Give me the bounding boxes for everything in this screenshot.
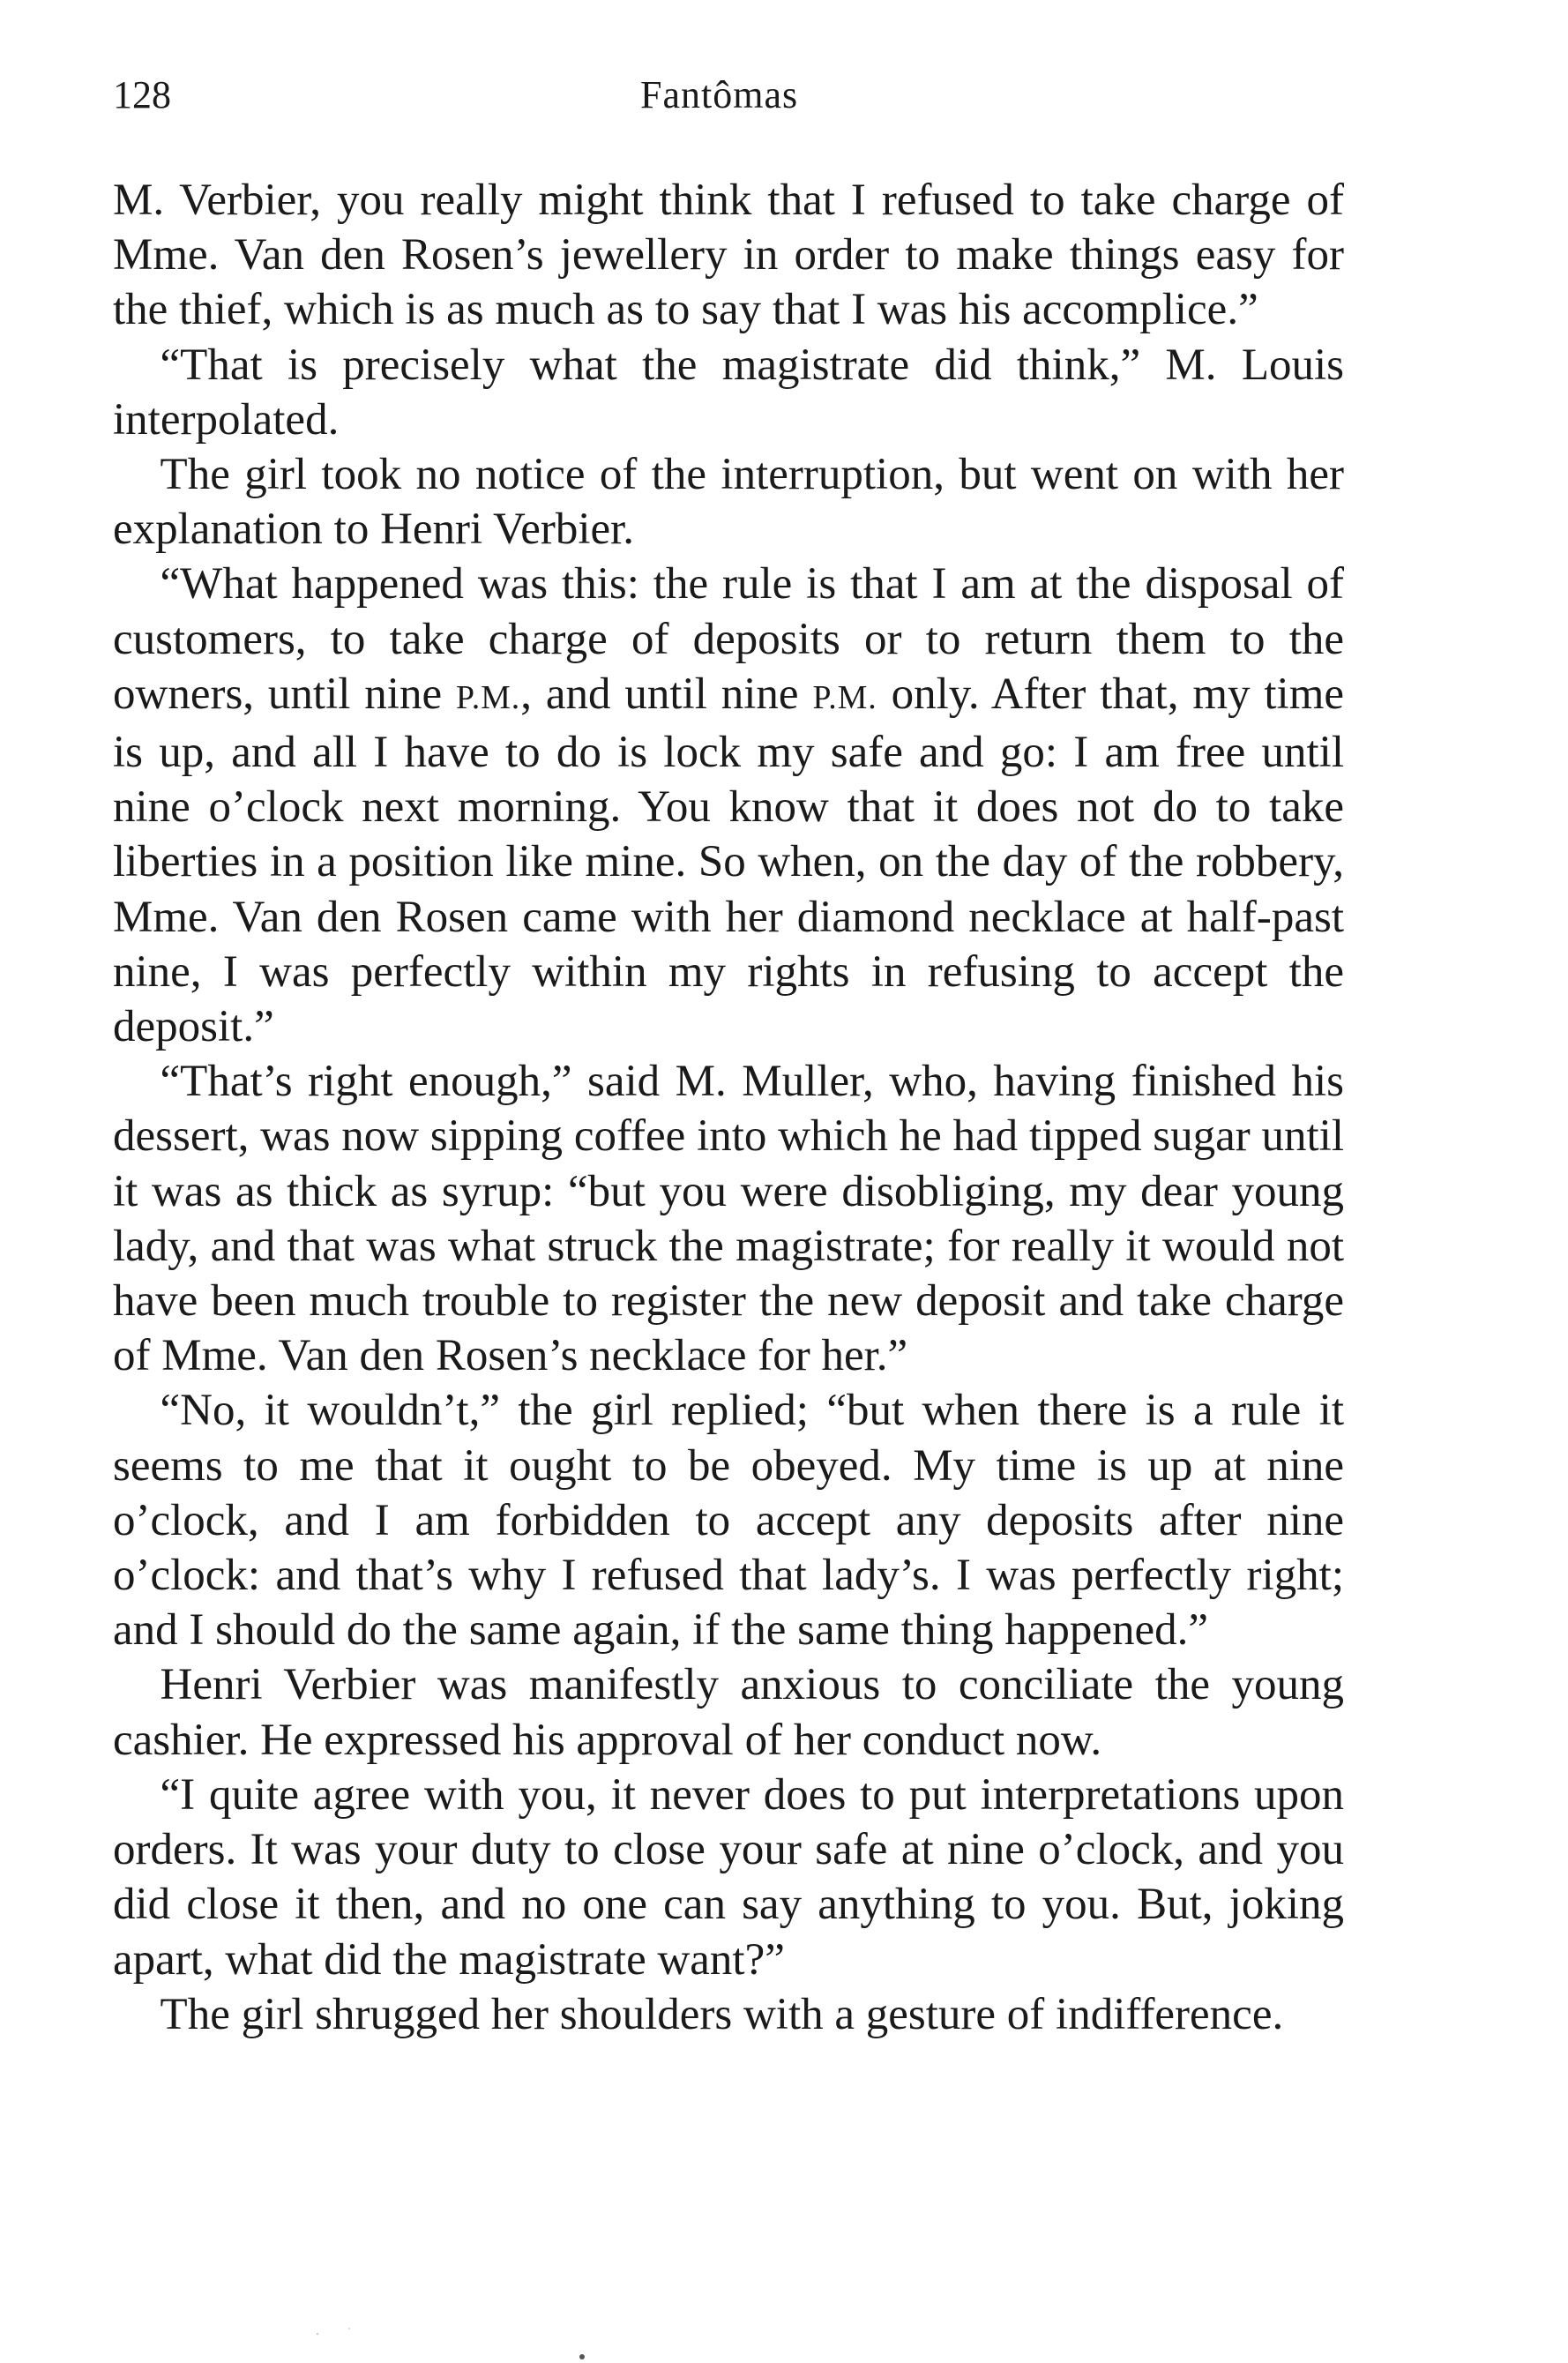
body-text — [113, 173, 1344, 2042]
paragraph: M. Verbier, you really might think that I refused to take charge of Mme. Van den Rosen’s jewellery in order to make things easy for the thief, which is as much as to say that I was his accomplice.” — [113, 176, 1344, 335]
paragraph: The girl took no notice of the interruption, but went on with her explanation to Henri Verbier. — [113, 450, 1344, 555]
paragraph-text: only. After that, my time is up, and all I have to do is lock my safe and go: I am free until nine o’clock next morning. You know that it does not do to take liberties in a position like mine. So when, on the day of the robbery, Mme. Van den Rosen came with her diamond necklace at half-past nine, I was perfectly within my rights in refusing to accept the deposit.” — [113, 669, 1345, 1052]
paragraph: “That is precisely what the magistrate did think,” M. Louis interpolated. — [113, 340, 1344, 445]
paragraph-text: , and until nine — [520, 669, 813, 719]
running-head — [113, 69, 1348, 122]
paragraph: “That’s right enough,” said M. Muller, who, having finished his dessert, was now sipping coffee into which he had tipped sugar until it was as thick as syrup: “but you were disobliging, my dear young lady, and that was what struck the magistrate; for really it would not have been much trouble to register the new deposit and take charge of Mme. Van den Rosen’s necklace for her.” — [113, 1057, 1344, 1381]
time-abbreviation: P.M. — [456, 678, 521, 716]
paragraph: The girl shrugged her shoulders with a gesture of indifference. — [160, 1989, 1284, 2039]
paragraph — [113, 557, 1344, 1054]
paper-speck — [348, 2328, 350, 2329]
page-number: 128 — [113, 73, 171, 116]
paper-speck — [579, 2354, 585, 2359]
paragraph-text: “What happened was this: the rule is that I am at the disposal of customers, to take charge of deposits or to return them to the owners, until nine — [113, 559, 1344, 719]
paragraph: “No, it wouldn’t,” the girl replied; “but when there is a rule it seems to me that it ought to be obeyed. My time is up at nine o’clock, and I am forbidden to accept any deposits after nine o’clock: and that’s why I refused that lady’s. I was perfectly right; and I should do the same again, if the same thing happened.” — [113, 1386, 1344, 1656]
book-title: Fantômas — [640, 73, 799, 116]
paper-speck — [317, 2333, 318, 2335]
time-abbreviation: P.M. — [812, 678, 877, 716]
paragraph: Henri Verbier was manifestly anxious to conciliate the young cashier. He expressed his approval of her conduct now. — [113, 1660, 1344, 1765]
paragraph: “I quite agree with you, it never does to put interpretations upon orders. It was your duty to close your safe at nine o’clock, and you did close it then, and no one can say anything to you. But, joking apart, what did the magistrate want?” — [113, 1769, 1344, 1985]
